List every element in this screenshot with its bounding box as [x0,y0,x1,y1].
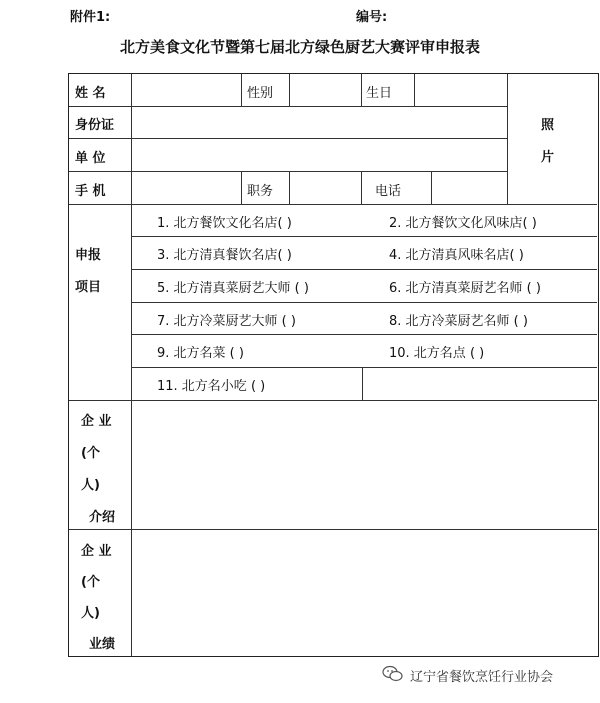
apply-label: 申报 [75,248,102,263]
column-divider [361,74,362,106]
intro-label: 介绍 [89,510,116,525]
column-divider [289,74,290,106]
intro-label: (个 [81,446,100,461]
apply-item[interactable]: 9. 北方名菜 ( ) [157,346,244,361]
apply-item[interactable]: 1. 北方餐饮文化名店( ) [157,216,292,231]
apply-item[interactable]: 11. 北方名小吃 ( ) [157,379,266,394]
photo-label-2: 片 [541,150,555,165]
apply-item[interactable]: 7. 北方冷菜厨艺大师 ( ) [157,314,296,329]
row-divider [69,204,597,205]
column-divider [362,367,363,400]
apply-item[interactable]: 3. 北方清真餐饮名店( ) [157,248,292,263]
name-label: 姓 名 [75,86,106,101]
achievement-label: (个 [81,575,100,590]
column-divider [289,171,290,204]
achievement-label: 人) [81,606,100,621]
row-divider [131,334,597,335]
apply-item[interactable]: 5. 北方清真菜厨艺大师 ( ) [157,281,309,296]
column-divider [414,74,415,106]
column-divider [431,171,432,204]
wechat-icon [382,665,404,683]
intro-field[interactable] [132,401,597,528]
achievement-label: 企 业 [81,544,112,559]
gender-label: 性别 [247,86,274,101]
apply-item[interactable]: 2. 北方餐饮文化风味店( ) [389,216,537,231]
unit-label: 单 位 [75,151,106,166]
row-divider [69,106,507,107]
apply-item[interactable]: 6. 北方清真菜厨艺名师 ( ) [389,281,541,296]
apply-label: 项目 [75,280,102,295]
row-divider [69,171,507,172]
achievement-label: 业绩 [89,637,116,652]
row-divider [69,138,507,139]
phone-label: 电话 [375,184,402,199]
id-card-label: 身份证 [75,118,115,133]
row-divider [131,302,597,303]
achievement-field[interactable] [132,530,597,654]
number-label: 编号: [356,10,388,25]
intro-label: 人) [81,478,100,493]
apply-item[interactable]: 8. 北方冷菜厨艺名师 ( ) [389,314,528,329]
application-form [68,73,599,657]
column-divider [507,74,508,204]
position-label: 职务 [247,184,274,199]
row-divider [131,367,597,368]
apply-item[interactable]: 10. 北方名点 ( ) [389,346,485,361]
row-divider [131,269,597,270]
column-divider [241,171,242,204]
attachment-label: 附件1: [70,10,111,25]
mobile-label: 手 机 [75,184,106,199]
intro-label: 企 业 [81,414,112,429]
photo-label-1: 照 [541,118,555,133]
watermark-text: 辽宁省餐饮烹饪行业协会 [410,670,554,685]
row-divider [131,236,597,237]
column-divider [361,171,362,204]
apply-item[interactable]: 4. 北方清真风味名店( ) [389,248,524,263]
page-title: 北方美食文化节暨第七届北方绿色厨艺大赛评审申报表 [119,38,480,56]
column-divider [241,74,242,106]
birthday-label: 生日 [366,86,393,101]
